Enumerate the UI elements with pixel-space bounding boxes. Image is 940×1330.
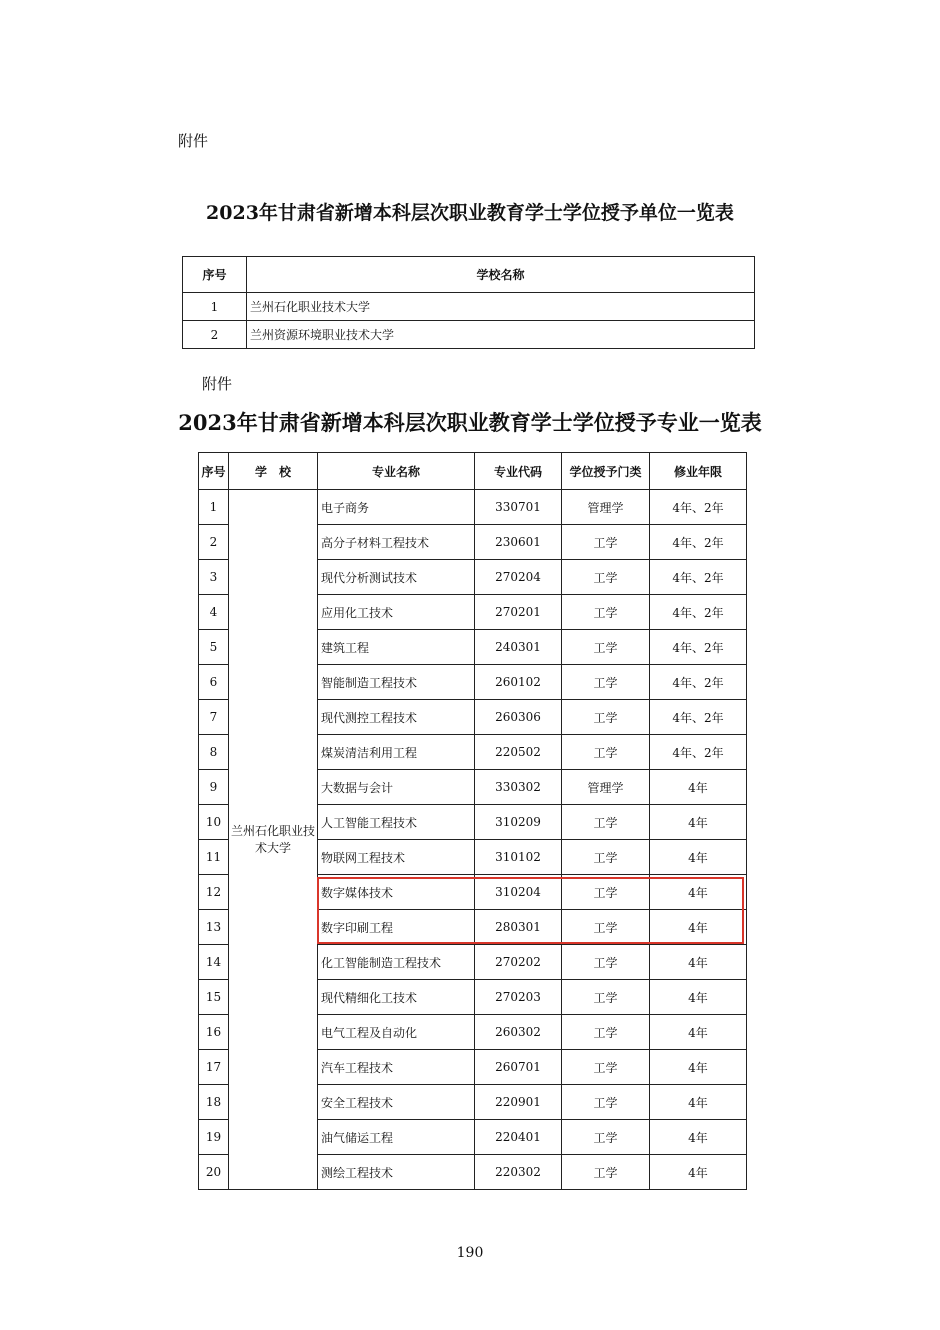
row-school-name: 兰州石化职业技术大学 [247, 293, 755, 321]
row-major-code: 270202 [475, 945, 562, 980]
row-major-name: 煤炭清洁利用工程 [318, 735, 475, 770]
header-degree-category: 学位授予门类 [562, 453, 650, 490]
row-degree-category: 工学 [562, 525, 650, 560]
row-major-name: 大数据与会计 [318, 770, 475, 805]
row-degree-category: 管理学 [562, 490, 650, 525]
row-index: 2 [199, 525, 229, 560]
row-major-name: 电气工程及自动化 [318, 1015, 475, 1050]
row-study-years: 4年、2年 [650, 630, 747, 665]
row-major-name: 智能制造工程技术 [318, 665, 475, 700]
row-index: 18 [199, 1085, 229, 1120]
row-major-code: 270201 [475, 595, 562, 630]
row-index: 9 [199, 770, 229, 805]
row-major-code: 330302 [475, 770, 562, 805]
header-index: 序号 [199, 453, 229, 490]
row-study-years: 4年、2年 [650, 490, 747, 525]
row-major-code: 260306 [475, 700, 562, 735]
row-degree-category: 工学 [562, 945, 650, 980]
page-title-majors: 2023年甘肃省新增本科层次职业教育学士学位授予专业一览表 [178, 410, 762, 435]
row-major-code: 260102 [475, 665, 562, 700]
row-degree-category: 工学 [562, 840, 650, 875]
header-index: 序号 [183, 257, 247, 293]
row-study-years: 4年 [650, 875, 747, 910]
row-major-name: 汽车工程技术 [318, 1050, 475, 1085]
table-header-row [199, 453, 747, 490]
row-major-name: 现代测控工程技术 [318, 700, 475, 735]
row-major-name: 数字印刷工程 [318, 910, 475, 945]
row-major-code: 230601 [475, 525, 562, 560]
row-major-name: 油气储运工程 [318, 1120, 475, 1155]
row-index: 15 [199, 980, 229, 1015]
row-study-years: 4年 [650, 910, 747, 945]
row-study-years: 4年 [650, 980, 747, 1015]
row-index: 2 [183, 321, 247, 349]
attachment-label-second: 附件 [202, 375, 233, 393]
row-degree-category: 工学 [562, 805, 650, 840]
row-index: 6 [199, 665, 229, 700]
row-index: 8 [199, 735, 229, 770]
row-major-name: 现代分析测试技术 [318, 560, 475, 595]
row-index: 13 [199, 910, 229, 945]
row-major-name: 物联网工程技术 [318, 840, 475, 875]
row-degree-category: 工学 [562, 735, 650, 770]
row-degree-category: 工学 [562, 875, 650, 910]
row-major-name: 电子商务 [318, 490, 475, 525]
row-degree-category: 工学 [562, 1155, 650, 1190]
row-study-years: 4年、2年 [650, 735, 747, 770]
row-study-years: 4年、2年 [650, 700, 747, 735]
row-major-code: 310204 [475, 875, 562, 910]
row-major-code: 310102 [475, 840, 562, 875]
row-degree-category: 工学 [562, 630, 650, 665]
row-study-years: 4年 [650, 770, 747, 805]
row-index: 5 [199, 630, 229, 665]
row-degree-category: 工学 [562, 1015, 650, 1050]
row-major-code: 270204 [475, 560, 562, 595]
table-row [199, 490, 747, 525]
row-major-code: 260302 [475, 1015, 562, 1050]
row-index: 10 [199, 805, 229, 840]
row-major-code: 310209 [475, 805, 562, 840]
row-index: 1 [199, 490, 229, 525]
row-major-name: 测绘工程技术 [318, 1155, 475, 1190]
header-school: 学 校 [229, 453, 318, 490]
row-degree-category: 工学 [562, 1120, 650, 1155]
row-major-code: 280301 [475, 910, 562, 945]
row-study-years: 4年、2年 [650, 665, 747, 700]
row-study-years: 4年 [650, 840, 747, 875]
row-index: 4 [199, 595, 229, 630]
row-study-years: 4年 [650, 1155, 747, 1190]
row-major-code: 220502 [475, 735, 562, 770]
row-degree-category: 管理学 [562, 770, 650, 805]
row-study-years: 4年 [650, 1050, 747, 1085]
row-major-name: 建筑工程 [318, 630, 475, 665]
row-index: 7 [199, 700, 229, 735]
row-major-code: 220302 [475, 1155, 562, 1190]
row-degree-category: 工学 [562, 980, 650, 1015]
row-index: 12 [199, 875, 229, 910]
units-table [182, 256, 755, 349]
majors-table-body [199, 490, 747, 1190]
highlight-box [317, 877, 744, 944]
table-header-row [183, 257, 755, 293]
row-major-code: 220401 [475, 1120, 562, 1155]
header-major-name: 专业名称 [318, 453, 475, 490]
row-degree-category: 工学 [562, 700, 650, 735]
row-index: 20 [199, 1155, 229, 1190]
row-major-code: 220901 [475, 1085, 562, 1120]
header-school-name: 学校名称 [247, 257, 755, 293]
row-study-years: 4年、2年 [650, 595, 747, 630]
row-index: 17 [199, 1050, 229, 1085]
table-row [183, 321, 755, 349]
row-major-name: 应用化工技术 [318, 595, 475, 630]
row-study-years: 4年 [650, 1120, 747, 1155]
row-major-name: 现代精细化工技术 [318, 980, 475, 1015]
row-major-name: 安全工程技术 [318, 1085, 475, 1120]
row-study-years: 4年 [650, 1085, 747, 1120]
row-major-name: 高分子材料工程技术 [318, 525, 475, 560]
row-study-years: 4年、2年 [650, 560, 747, 595]
majors-table [198, 452, 747, 1190]
row-index: 16 [199, 1015, 229, 1050]
header-major-code: 专业代码 [475, 453, 562, 490]
row-index: 11 [199, 840, 229, 875]
row-degree-category: 工学 [562, 595, 650, 630]
header-study-years: 修业年限 [650, 453, 747, 490]
row-major-name: 化工智能制造工程技术 [318, 945, 475, 980]
row-index: 19 [199, 1120, 229, 1155]
row-study-years: 4年 [650, 805, 747, 840]
row-degree-category: 工学 [562, 560, 650, 595]
row-school-name: 兰州资源环境职业技术大学 [247, 321, 755, 349]
row-major-code: 240301 [475, 630, 562, 665]
row-study-years: 4年、2年 [650, 525, 747, 560]
page-number: 190 [456, 1245, 484, 1261]
row-degree-category: 工学 [562, 1050, 650, 1085]
table-row [183, 293, 755, 321]
page-title-units: 2023年甘肃省新增本科层次职业教育学士学位授予单位一览表 [206, 202, 734, 224]
row-degree-category: 工学 [562, 910, 650, 945]
row-major-name: 数字媒体技术 [318, 875, 475, 910]
row-index: 3 [199, 560, 229, 595]
row-major-code: 260701 [475, 1050, 562, 1085]
row-index: 1 [183, 293, 247, 321]
row-major-name: 人工智能工程技术 [318, 805, 475, 840]
row-degree-category: 工学 [562, 1085, 650, 1120]
row-school-merged: 兰州石化职业技术大学 [229, 490, 318, 1190]
row-major-code: 270203 [475, 980, 562, 1015]
row-degree-category: 工学 [562, 665, 650, 700]
row-major-code: 330701 [475, 490, 562, 525]
attachment-label-top: 附件 [178, 132, 209, 150]
row-index: 14 [199, 945, 229, 980]
row-study-years: 4年 [650, 945, 747, 980]
row-study-years: 4年 [650, 1015, 747, 1050]
